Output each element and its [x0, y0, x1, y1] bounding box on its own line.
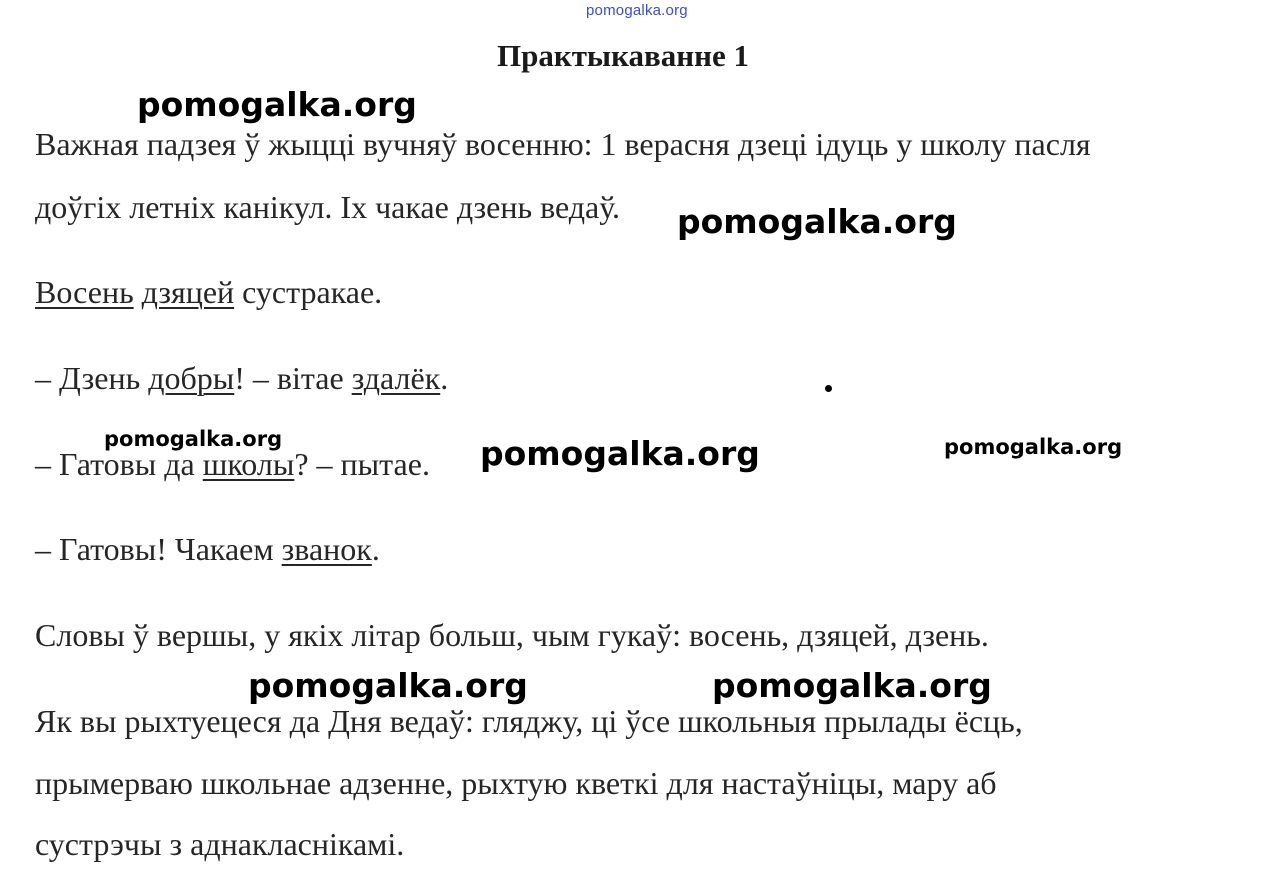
poem-line4 [35, 531, 380, 568]
watermark: pomogalka.org [712, 666, 992, 705]
stray-dot [825, 385, 832, 392]
site-link[interactable]: pomogalka.org [586, 2, 688, 19]
answer2-line1: Як вы рыхтуецеся да Дня ведаў: гляджу, ці ўсе школьныя прылады ёсць, [35, 703, 1023, 739]
underlined-word: школы [202, 446, 295, 482]
page-title: Практыкаванне 1 [496, 38, 749, 73]
poem-text: ! – вітае [234, 360, 352, 396]
watermark: pomogalka.org [677, 202, 957, 241]
underlined-word: дзяцей [141, 274, 235, 310]
underlined-word: званок [281, 531, 372, 567]
poem-line1 [35, 274, 382, 311]
poem-text: – Гатовы да [35, 446, 203, 482]
poem-text: . [371, 531, 380, 567]
watermark: pomogalka.org [104, 427, 283, 451]
watermark: pomogalka.org [137, 85, 417, 124]
watermark: pomogalka.org [480, 434, 760, 473]
watermark: pomogalka.org [944, 435, 1123, 459]
poem-line3 [35, 446, 430, 483]
poem-text: . [440, 360, 449, 396]
poem-text: – Гатовы! Чакаем [35, 531, 282, 567]
poem-text: сустракае. [234, 274, 383, 310]
poem-line2 [35, 360, 448, 397]
answer2-line2: прымерваю школьнае адзенне, рыхтую кветкі для настаўніцы, мару аб [35, 765, 997, 801]
paragraph1-line1: Важная падзея ў жыцці вучняў восенню: 1 верасня дзеці ідуць у школу пасля [35, 126, 1091, 162]
underlined-word: здалёк [351, 360, 441, 396]
paragraph1-line2: доўгіх летніх канікул. Іх чакае дзень ведаў. [35, 189, 621, 225]
underlined-word: добры [148, 360, 235, 396]
poem-text: – Дзень [35, 360, 149, 396]
answer1-text: Словы ў вершы, у якіх літар больш, чым гукаў: восень, дзяцей, дзень. [35, 617, 989, 653]
poem-text: ? – пытае. [294, 446, 430, 482]
poem-text [134, 274, 142, 310]
underlined-word: Восень [35, 274, 134, 310]
answer2-line3: сустрэчы з аднакласнікамі. [35, 826, 405, 862]
watermark: pomogalka.org [248, 666, 528, 705]
